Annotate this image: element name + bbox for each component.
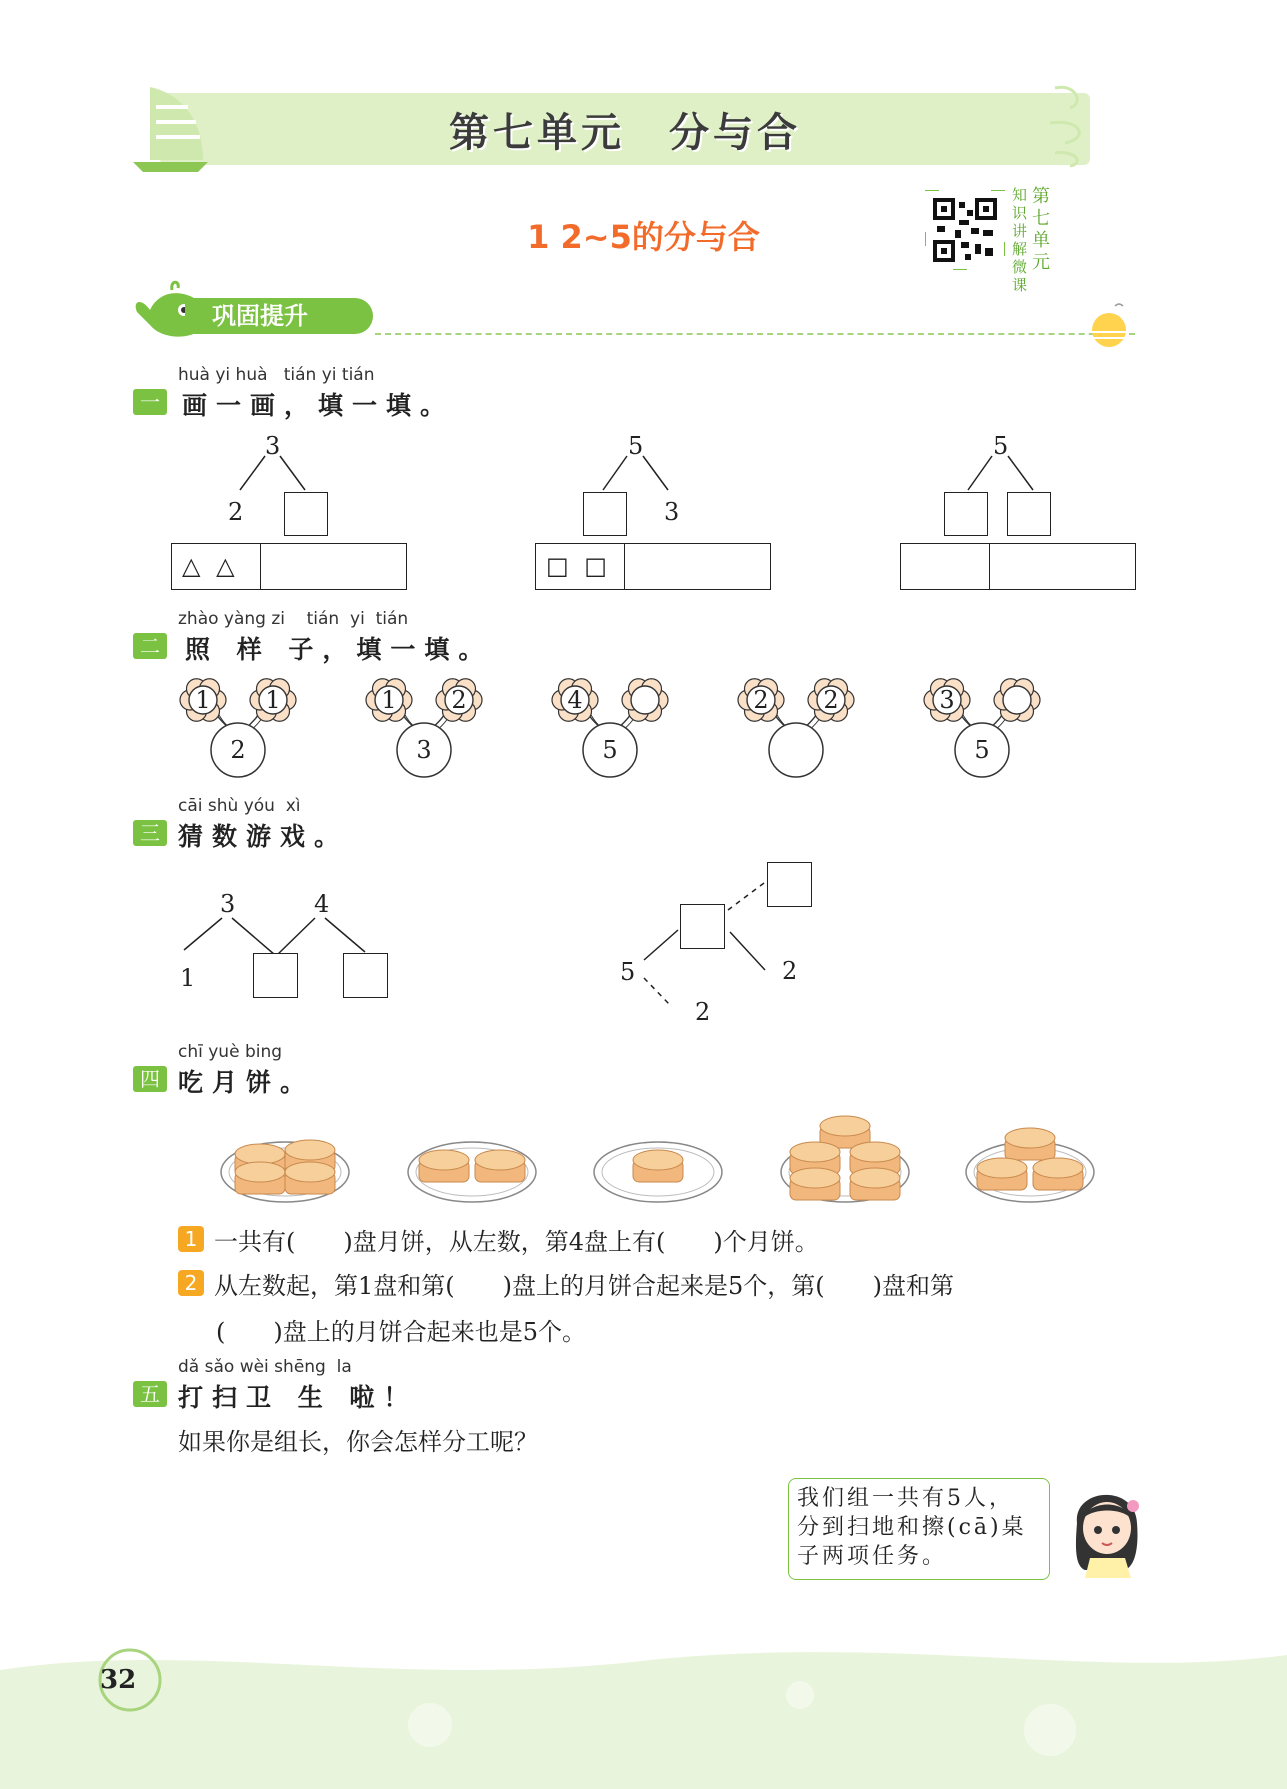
- q2-vase-3-left-flower: 4: [567, 686, 583, 714]
- q3-left-answer-box-1[interactable]: [253, 953, 298, 998]
- q3-right-root: 5: [620, 958, 636, 986]
- q4-plate-5: [960, 1102, 1100, 1212]
- q4-plate-1: [215, 1102, 355, 1212]
- q3-pinyin: cāi shù yóu xì: [178, 796, 301, 816]
- q4-number-badge: 四: [133, 1066, 167, 1092]
- footer-wave-decoration: [0, 1640, 1287, 1789]
- q1-tree-3-top: 5: [993, 432, 1009, 460]
- q2-vase-5-left-flower: 3: [939, 686, 955, 714]
- q5-pinyin: dǎ sǎo wèi shēng la: [178, 1357, 352, 1377]
- q2-vase-1-right-flower: 1: [265, 686, 281, 714]
- q2-vase-2-vase-total: 3: [416, 736, 432, 764]
- q4-plate-3: [588, 1102, 728, 1212]
- q2-vase-3-vase-total: 5: [602, 736, 618, 764]
- q1-tree-1-shapes: △ △: [182, 552, 239, 580]
- q1-tree-1-drawing-area[interactable]: [171, 543, 407, 590]
- speech-bubble-text: [797, 1484, 1047, 1571]
- q4-sub2-line2[interactable]: ( )盘上的月饼合起来也是5个。: [216, 1318, 586, 1346]
- section-divider: [375, 333, 1135, 335]
- q1-tree-1-top: 3: [265, 432, 281, 460]
- q3-left-top-a: 3: [220, 890, 236, 918]
- lesson-title: 1 2~5的分与合: [527, 218, 760, 256]
- q1-tree-3-answer-box-left[interactable]: [944, 492, 988, 536]
- speech-bubble-line-3: 子两项任务。: [797, 1544, 948, 1569]
- q4-sub2-line1[interactable]: 从左数起，第1盘和第( )盘上的月饼合起来是5个，第( )盘和第: [214, 1272, 954, 1300]
- q2-vase-2-right-flower: 2: [451, 686, 467, 714]
- q3-heading: 猜数游戏。: [178, 822, 349, 851]
- cloud-icon: [1045, 78, 1095, 168]
- unit-title: 第七单元 分与合: [449, 110, 801, 156]
- q1-tree-2-shapes: □ □: [546, 552, 611, 580]
- q2-vase-1-vase-total: 2: [230, 736, 246, 764]
- q4-heading: 吃月饼。: [178, 1068, 315, 1097]
- q2-vase-5-vase-total: 5: [974, 736, 990, 764]
- q2-vase-4-left-flower: 2: [753, 686, 769, 714]
- q1-tree-2-top: 5: [628, 432, 644, 460]
- q5-number-badge: 五: [133, 1381, 167, 1407]
- qr-label-line-2: 第七单元: [1032, 186, 1050, 273]
- q1-tree-2-right: 3: [664, 498, 680, 526]
- q3-left-bottom-left: 1: [180, 964, 196, 992]
- q3-right-answer-box-middle[interactable]: [680, 904, 725, 949]
- section-label: 巩固提升: [212, 302, 308, 330]
- page-number: 32: [100, 1665, 137, 1695]
- qr-label: [1012, 186, 1058, 294]
- q1-heading: 画一画，填一填。: [182, 391, 455, 420]
- q2-vase-4-right-flower: 2: [823, 686, 839, 714]
- q1-tree-1-left: 2: [228, 498, 244, 526]
- q5-heading: 打扫卫 生 啦！: [178, 1383, 418, 1412]
- girl-avatar-icon: [1065, 1478, 1150, 1578]
- q3-left-top-b: 4: [314, 890, 330, 918]
- q4-plate-4: [775, 1102, 915, 1212]
- q5-prompt: 如果你是组长，你会怎样分工呢？: [178, 1428, 538, 1456]
- q1-tree-3-drawing-area[interactable]: [900, 543, 1136, 590]
- qr-label-line-1: 知识讲解微课: [1012, 186, 1028, 294]
- q3-right-branch-right: 2: [782, 957, 798, 985]
- q4-sub1-text[interactable]: 一共有( )盘月饼，从左数，第4盘上有( )个月饼。: [214, 1228, 819, 1256]
- q2-vase-1-left-flower: 1: [195, 686, 211, 714]
- q4-plate-2: [402, 1102, 542, 1212]
- q3-left-answer-box-2[interactable]: [343, 953, 388, 998]
- sailboat-icon: [128, 82, 208, 172]
- q3-right-answer-box-top[interactable]: [767, 862, 812, 907]
- q4-sub1-badge: 1: [178, 1226, 204, 1252]
- q1-tree-2-drawing-area[interactable]: [535, 543, 771, 590]
- q4-sub2-badge: 2: [178, 1270, 204, 1296]
- q4-pinyin: chī yuè bing: [178, 1042, 283, 1062]
- q1-tree-lines: [0, 430, 1287, 540]
- q1-number-badge: 一: [133, 389, 167, 415]
- q1-tree-2-answer-box[interactable]: [583, 492, 627, 536]
- q2-pinyin: zhào yàng zi tián yi tián: [178, 609, 409, 629]
- qr-code-icon[interactable]: [925, 190, 1005, 270]
- q1-tree-1-answer-box[interactable]: [284, 492, 328, 536]
- q3-number-badge: 三: [133, 820, 167, 846]
- speech-bubble-line-1: 我们组一共有5人，: [797, 1486, 1014, 1511]
- speech-bubble-line-2: 分到扫地和擦(cā)桌: [797, 1515, 1027, 1540]
- sun-icon: [1085, 302, 1135, 347]
- q2-number-badge: 二: [133, 633, 167, 659]
- q2-heading: 照 样 子，填一填。: [185, 635, 493, 664]
- q1-tree-3-answer-box-right[interactable]: [1007, 492, 1051, 536]
- q2-vase-2-left-flower: 1: [381, 686, 397, 714]
- q1-pinyin: huà yi huà tián yi tián: [178, 365, 375, 385]
- unit-banner: [160, 93, 1090, 165]
- q3-right-branch-bottom: 2: [695, 998, 711, 1026]
